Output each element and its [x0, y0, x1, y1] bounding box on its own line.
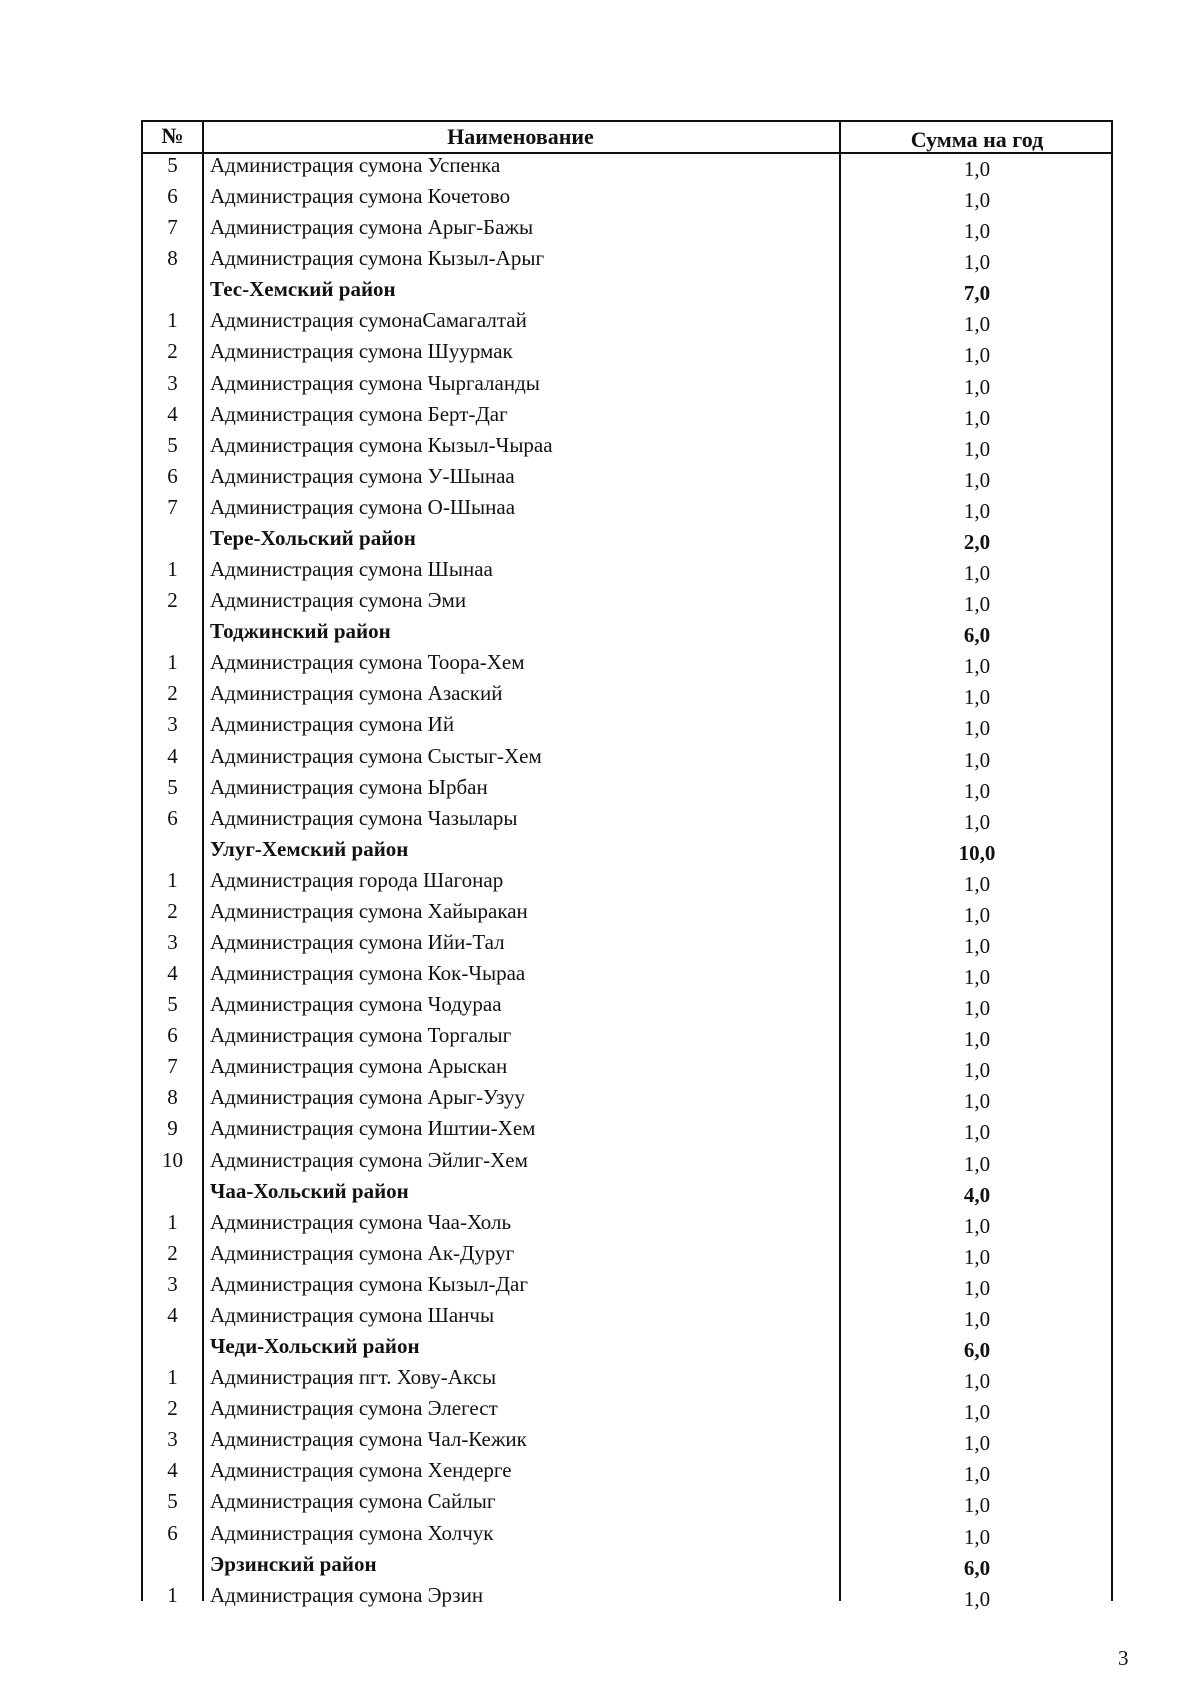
row-sum: 1,0 — [963, 157, 991, 181]
header-sum: Сумма на год — [910, 127, 1044, 152]
row-sum: 1,0 — [963, 406, 991, 430]
district-sum: 6,0 — [963, 1338, 991, 1362]
row-sum: 1,0 — [963, 1214, 991, 1238]
row-name: Администрация сумона Тоора-Хем — [210, 650, 525, 674]
row-sum: 1,0 — [963, 1400, 991, 1424]
row-name: Администрация сумонаСамагалтай — [210, 308, 527, 332]
district-sum: 2,0 — [963, 530, 991, 554]
district-sum: 4,0 — [963, 1183, 991, 1207]
row-number: 6 — [167, 806, 178, 830]
row-name: Администрация сумона Элегест — [210, 1396, 498, 1420]
row-number: 7 — [167, 215, 178, 239]
row-name: Администрация сумона Хайыракан — [210, 899, 528, 923]
row-sum: 1,0 — [963, 343, 991, 367]
row-number: 4 — [167, 1458, 178, 1482]
row-sum: 1,0 — [963, 592, 991, 616]
row-sum: 1,0 — [963, 1276, 991, 1300]
row-number: 3 — [167, 712, 178, 736]
row-sum: 1,0 — [963, 872, 991, 896]
row-name: Администрация сумона Эрзин — [210, 1583, 484, 1607]
row-sum: 1,0 — [963, 468, 991, 492]
row-number: 6 — [167, 184, 178, 208]
row-sum: 1,0 — [963, 1431, 991, 1455]
row-name: Администрация сумона Арыскан — [210, 1054, 508, 1078]
row-name: Администрация сумона Шанчы — [210, 1303, 495, 1327]
row-name: Администрация сумона Берт-Даг — [210, 402, 508, 426]
district-sum: 7,0 — [963, 281, 991, 305]
district-sum: 6,0 — [963, 623, 991, 647]
header-name: Наименование — [447, 124, 594, 149]
district-name: Тере-Хольский район — [210, 526, 416, 550]
row-sum: 1,0 — [963, 965, 991, 989]
row-number: 2 — [167, 1241, 178, 1265]
district-name: Тес-Хемский район — [210, 277, 396, 301]
row-name: Администрация сумона Арыг-Узуу — [210, 1085, 525, 1109]
row-number: 5 — [167, 433, 178, 457]
column-divider-number — [202, 122, 204, 1601]
row-name: Администрация сумона Шуурмак — [210, 339, 513, 363]
row-number: 2 — [167, 588, 178, 612]
row-number: 1 — [167, 1365, 178, 1389]
row-sum: 1,0 — [963, 1152, 991, 1176]
row-number: 7 — [167, 495, 178, 519]
row-name: Администрация сумона Ырбан — [210, 775, 488, 799]
row-name: Администрация сумона Успенка — [210, 153, 501, 177]
row-number: 7 — [167, 1054, 178, 1078]
row-name: Администрация сумона Ийи-Тал — [210, 930, 505, 954]
row-name: Администрация сумона Сайлыг — [210, 1489, 496, 1513]
row-name: Администрация сумона Кызыл-Даг — [210, 1272, 528, 1296]
row-name: Администрация сумона Торгалыг — [210, 1023, 512, 1047]
row-number: 4 — [167, 402, 178, 426]
row-number: 4 — [167, 744, 178, 768]
row-sum: 1,0 — [963, 499, 991, 523]
row-sum: 1,0 — [963, 188, 991, 212]
row-sum: 1,0 — [963, 779, 991, 803]
row-sum: 1,0 — [963, 250, 991, 274]
row-sum: 1,0 — [963, 1245, 991, 1269]
row-number: 5 — [167, 1489, 178, 1513]
district-name: Эрзинский район — [210, 1552, 377, 1576]
row-sum: 1,0 — [963, 437, 991, 461]
row-sum: 1,0 — [963, 810, 991, 834]
row-sum: 1,0 — [963, 716, 991, 740]
row-sum: 1,0 — [963, 1462, 991, 1486]
row-number: 2 — [167, 1396, 178, 1420]
row-number: 3 — [167, 930, 178, 954]
row-sum: 1,0 — [963, 312, 991, 336]
row-name: Администрация сумона Иштии-Хем — [210, 1116, 536, 1140]
row-name: Администрация сумона Чодураа — [210, 992, 502, 1016]
row-name: Администрация города Шагонар — [210, 868, 504, 892]
row-number: 3 — [167, 371, 178, 395]
row-sum: 1,0 — [963, 996, 991, 1020]
district-sum: 6,0 — [963, 1556, 991, 1580]
header-number: № — [161, 123, 184, 148]
row-sum: 1,0 — [963, 934, 991, 958]
row-name: Администрация сумона Чыргаланды — [210, 371, 540, 395]
row-sum: 1,0 — [963, 219, 991, 243]
row-name: Администрация сумона Чал-Кежик — [210, 1427, 527, 1451]
row-name: Администрация сумона Кызыл-Арыг — [210, 246, 545, 270]
row-name: Администрация сумона Эми — [210, 588, 467, 612]
district-name: Улуг-Хемский район — [210, 837, 409, 861]
row-name: Администрация сумона Чазылары — [210, 806, 518, 830]
row-sum: 1,0 — [963, 748, 991, 772]
row-name: Администрация сумона Кочетово — [210, 184, 511, 208]
row-sum: 1,0 — [963, 654, 991, 678]
row-sum: 1,0 — [963, 1027, 991, 1051]
row-number: 6 — [167, 1023, 178, 1047]
row-number: 1 — [167, 557, 178, 581]
row-name: Администрация сумона Арыг-Бажы — [210, 215, 534, 239]
row-name: Администрация сумона Ак-Дуруг — [210, 1241, 515, 1265]
row-number: 1 — [167, 308, 178, 332]
row-name: Администрация сумона Чаа-Холь — [210, 1210, 512, 1234]
district-name: Чеди-Хольский район — [210, 1334, 420, 1358]
row-number: 2 — [167, 681, 178, 705]
row-sum: 1,0 — [963, 561, 991, 585]
row-name: Администрация сумона У-Шынаа — [210, 464, 515, 488]
row-name: Администрация сумона Азаский — [210, 681, 503, 705]
row-name: Администрация сумона Кызыл-Чыраа — [210, 433, 553, 457]
district-name: Чаа-Хольский район — [210, 1179, 409, 1203]
row-number: 8 — [167, 246, 178, 270]
row-name: Администрация сумона Эйлиг-Хем — [210, 1148, 528, 1172]
row-number: 3 — [167, 1427, 178, 1451]
row-number: 1 — [167, 650, 178, 674]
row-name: Администрация сумона Шынаа — [210, 557, 493, 581]
row-number: 1 — [167, 868, 178, 892]
row-number: 1 — [167, 1210, 178, 1234]
row-number: 4 — [167, 1303, 178, 1327]
row-name: Администрация сумона Ий — [210, 712, 455, 736]
row-sum: 1,0 — [963, 375, 991, 399]
row-sum: 1,0 — [963, 1058, 991, 1082]
row-number: 6 — [167, 464, 178, 488]
budget-table — [141, 120, 1113, 1611]
row-number: 10 — [162, 1148, 183, 1172]
row-sum: 1,0 — [963, 685, 991, 709]
row-name: Администрация сумона О-Шынаа — [210, 495, 516, 519]
page-number: 3 — [1118, 1646, 1129, 1670]
row-number: 8 — [167, 1085, 178, 1109]
row-sum: 1,0 — [963, 1120, 991, 1144]
district-sum: 10,0 — [958, 841, 996, 865]
row-name: Администрация сумона Сыстыг-Хем — [210, 744, 542, 768]
row-number: 5 — [167, 775, 178, 799]
row-sum: 1,0 — [963, 1493, 991, 1517]
row-sum: 1,0 — [963, 903, 991, 927]
district-name: Тоджинский район — [210, 619, 391, 643]
row-sum: 1,0 — [963, 1587, 991, 1611]
row-name: Администрация пгт. Хову-Аксы — [210, 1365, 497, 1389]
row-sum: 1,0 — [963, 1307, 991, 1331]
row-number: 3 — [167, 1272, 178, 1296]
row-number: 5 — [167, 992, 178, 1016]
row-name: Администрация сумона Холчук — [210, 1521, 494, 1545]
row-number: 1 — [167, 1583, 178, 1607]
row-number: 5 — [167, 153, 178, 177]
row-sum: 1,0 — [963, 1369, 991, 1393]
row-number: 9 — [167, 1116, 178, 1140]
row-number: 4 — [167, 961, 178, 985]
row-sum: 1,0 — [963, 1525, 991, 1549]
row-name: Администрация сумона Кок-Чыраа — [210, 961, 526, 985]
row-number: 6 — [167, 1521, 178, 1545]
row-sum: 1,0 — [963, 1089, 991, 1113]
row-number: 2 — [167, 899, 178, 923]
row-number: 2 — [167, 339, 178, 363]
row-name: Администрация сумона Хендерге — [210, 1458, 512, 1482]
